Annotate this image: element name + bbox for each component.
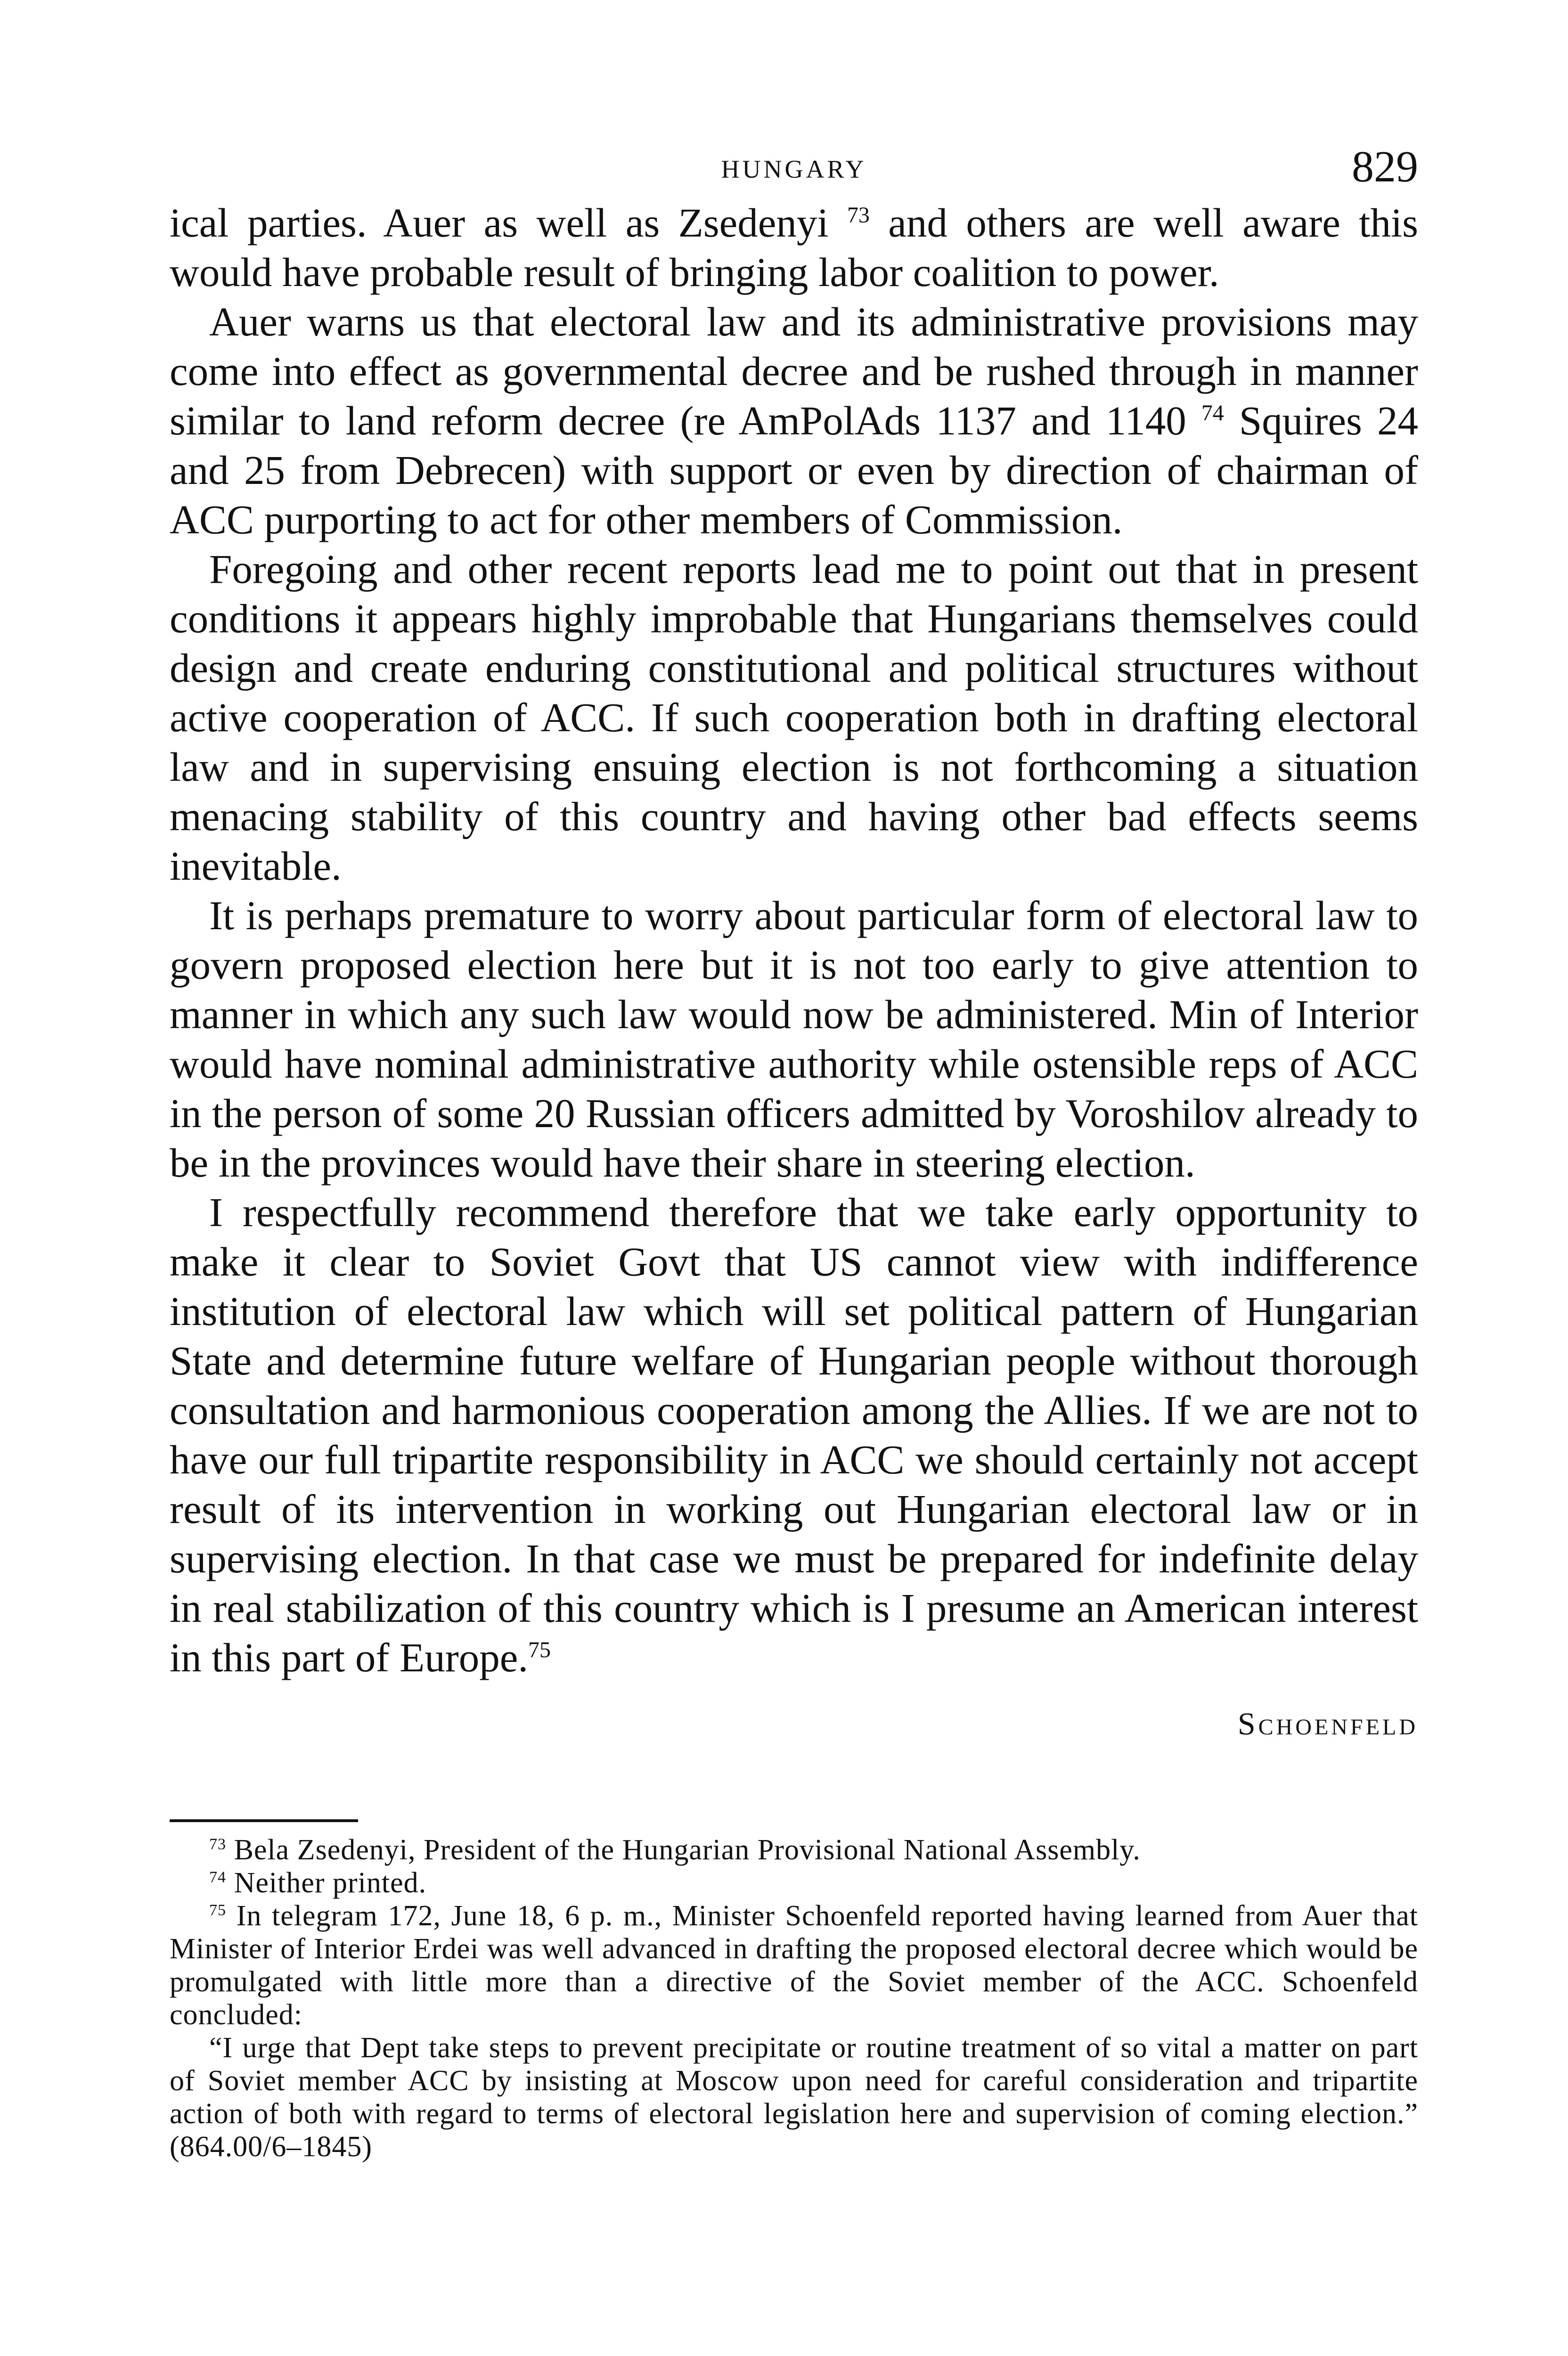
footnote-75-number: 75 bbox=[209, 1901, 227, 1919]
footnote-divider bbox=[170, 1819, 358, 1822]
footnote-ref-74: 74 bbox=[1201, 401, 1224, 425]
paragraph-3: Foregoing and other recent reports lead me to point out that in present conditions it appears highly improbable that Hungarians themselves could design and create enduring constitutional and political structures without active cooperation of ACC. If such cooperation both in drafting electoral law and in supervising ensuing election is not forthcoming a situation menacing stability of this country and having other bad effects seems inevitable. bbox=[170, 546, 1418, 889]
footnote-ref-75: 75 bbox=[528, 1637, 551, 1662]
footnote-74-text: Neither printed. bbox=[226, 1867, 427, 1899]
footnote-74 bbox=[170, 1866, 1418, 1899]
footnote-73-number: 73 bbox=[209, 1835, 227, 1853]
footnote-74-number: 74 bbox=[209, 1868, 227, 1886]
paragraph-1-text-b: and others are well aware this would have probable result of bringing labor coalition to power. bbox=[170, 200, 1419, 295]
page-header bbox=[170, 141, 1418, 198]
running-head: HUNGARY bbox=[721, 155, 867, 183]
footnote-73-text: Bela Zsedenyi, President of the Hungarian Provisional National Assembly. bbox=[226, 1834, 1141, 1866]
paragraph-1 bbox=[170, 198, 1418, 297]
document-page bbox=[170, 141, 1418, 2163]
paragraph-2 bbox=[170, 297, 1418, 544]
footnote-73 bbox=[170, 1833, 1418, 1866]
paragraph-4: It is perhaps premature to worry about particular form of electoral law to govern proposed election here but it is not too early to give attention to manner in which any such law would now be administered. Min of Interior would have nominal administrative authority while ostensible reps of ACC in the person of some 20 Russian officers admitted by Voroshilov already to be in the provinces would have their share in steering election. bbox=[170, 892, 1418, 1186]
signature: Schoenfeld bbox=[1237, 1706, 1418, 1742]
page-number: 829 bbox=[1352, 142, 1418, 191]
paragraph-1-text-a: ical parties. Auer as well as Zsedenyi bbox=[170, 200, 847, 245]
footnote-75 bbox=[170, 1899, 1418, 2031]
paragraph-5-text: I respectfully recommend therefore that we take early opportunity to make it clear to Soviet Govt that US cannot view with indifference institution of electoral law which will set political pattern of Hungarian State and determine future welfare of Hungarian people without thorough consultation and harmonious cooperation among the Allies. If we are not to have our full tripartite responsibility in ACC we should certainly not accept result of its intervention in working out Hungarian electoral law or in supervising election. In that case we must be prepared for indefinite delay in real stabilization of this country which is I presume an American interest in this part of Europe. bbox=[170, 1189, 1418, 1680]
footnote-75-text: In telegram 172, June 18, 6 p. m., Minister Schoenfeld reported having learned from Auer that Minister of Interior Erdei was well advanced in drafting the proposed electoral decree which would be promulgated with little more than a directive of the Soviet member of the ACC. Schoenfeld concluded: bbox=[170, 1900, 1418, 2031]
footnotes bbox=[170, 1833, 1418, 2163]
footnote-ref-73: 73 bbox=[847, 203, 870, 228]
paragraph-5 bbox=[170, 1187, 1418, 1682]
paragraph-2-text-b: Squires 24 and 25 from Debrecen) with support or even by direction of chairman of ACC purporting to act for other members of Commission. bbox=[170, 398, 1418, 542]
body-text bbox=[170, 198, 1418, 1749]
footnote-75-quote: “I urge that Dept take steps to prevent precipitate or routine treatment of so vital a matter on part of Soviet member ACC by insisting at Moscow upon need for careful consideration and tripartite action of both with regard to terms of electoral legislation here and supervision of coming election.” (864.00/6–1845) bbox=[170, 2032, 1418, 2163]
paragraph-2-text-a: Auer warns us that electoral law and its administrative provisions may come into effect as governmental decree and be rushed through in manner similar to land reform decree (re AmPolAds 1137 and 1140 bbox=[170, 299, 1418, 443]
